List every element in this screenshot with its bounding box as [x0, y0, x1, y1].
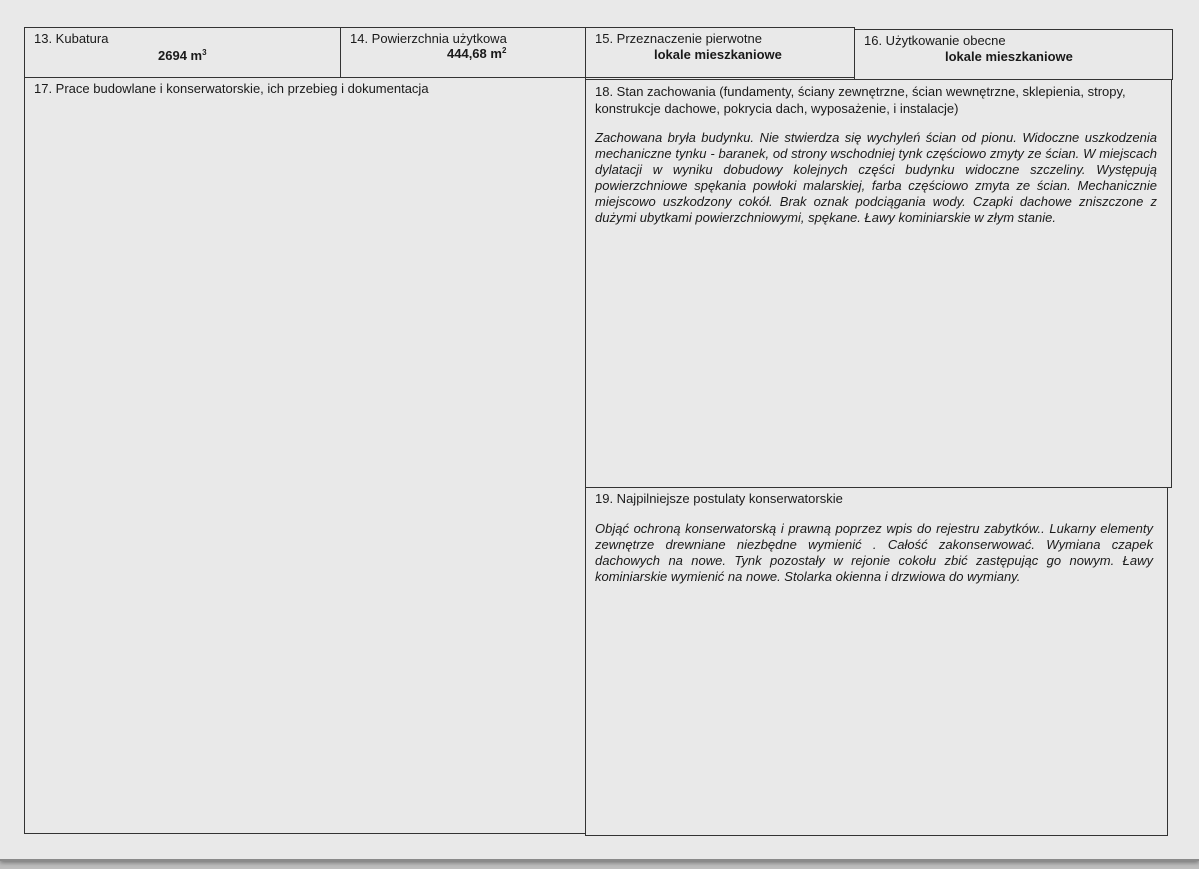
field-14-unit-exponent: 2: [501, 46, 507, 55]
field-16-label: 16. Użytkowanie obecne: [864, 33, 1006, 48]
field-13-unit-exponent: 3: [202, 48, 207, 57]
field-15-przeznaczenie: [585, 27, 855, 78]
field-18-description: Zachowana bryła budynku. Nie stwierdza się wychyleń ścian od pionu. Widoczne uszkodzenia mechaniczne tynku - baranek, od strony wschodniej tynk częściowo zmyty ze ścian. W miejscach dylatacji w wyniku dobudowy kolejnych części budynku widoczne szczeliny. Występują powierzchniowe spękania powłoki malarskiej, farba częściowo zmyta ze ścian. Mechanicznie miejscowo uszkodzony cokół. Brak oznak podciągania wody. Czapki dachowe zniszczone z dużymi ubytkami powierzchniowymi, spękane. Ławy kominiarskie w złym stanie.: [595, 130, 1157, 225]
field-13-kubatura: [24, 27, 341, 78]
field-13-value: 2694 $m^3$: [158, 48, 207, 63]
field-16-value: lokale mieszkaniowe: [945, 49, 1073, 64]
field-14-value: 444,68 $m^2$: [447, 46, 507, 61]
field-19-description: Objąć ochroną konserwatorską i prawną poprzez wpis do rejestru zabytków.. Lukarny elementy zewnętrze drewniane niezbędne wymienić . Całość zakonserwować. Wymiana czapek dachowych na nowe. Tynk pozostały w rejonie cokołu zbić zastępując go nowym. Ławy kominiarskie wymienić na nowe. Stolarka okienna i drzwiowa do wymiany.: [595, 521, 1153, 584]
field-14-powierzchnia: [340, 27, 586, 78]
field-19-label: 19. Najpilniejsze postulaty konserwatorskie: [595, 491, 843, 506]
field-15-value: lokale mieszkaniowe: [654, 47, 782, 62]
field-13-label: 13. Kubatura: [34, 31, 109, 46]
field-17-label: 17. Prace budowlane i konserwatorskie, ich przebieg i dokumentacja: [34, 81, 429, 96]
field-18-label: 18. Stan zachowania (fundamenty, ściany zewnętrzne, ścian wewnętrzne, sklepienia, stropy, konstrukcje dachowe, pokrycia dach, wyposażenie, i instalacje): [595, 84, 1126, 116]
field-18-stan-zachowania: [585, 79, 1172, 488]
field-19-postulaty: [585, 487, 1168, 836]
field-17-prace-budowlane: [24, 77, 586, 834]
field-16-uzytkowanie: [854, 29, 1173, 80]
field-15-label: 15. Przeznaczenie pierwotne: [595, 31, 762, 46]
field-14-label: 14. Powierzchnia użytkowa: [350, 31, 507, 46]
